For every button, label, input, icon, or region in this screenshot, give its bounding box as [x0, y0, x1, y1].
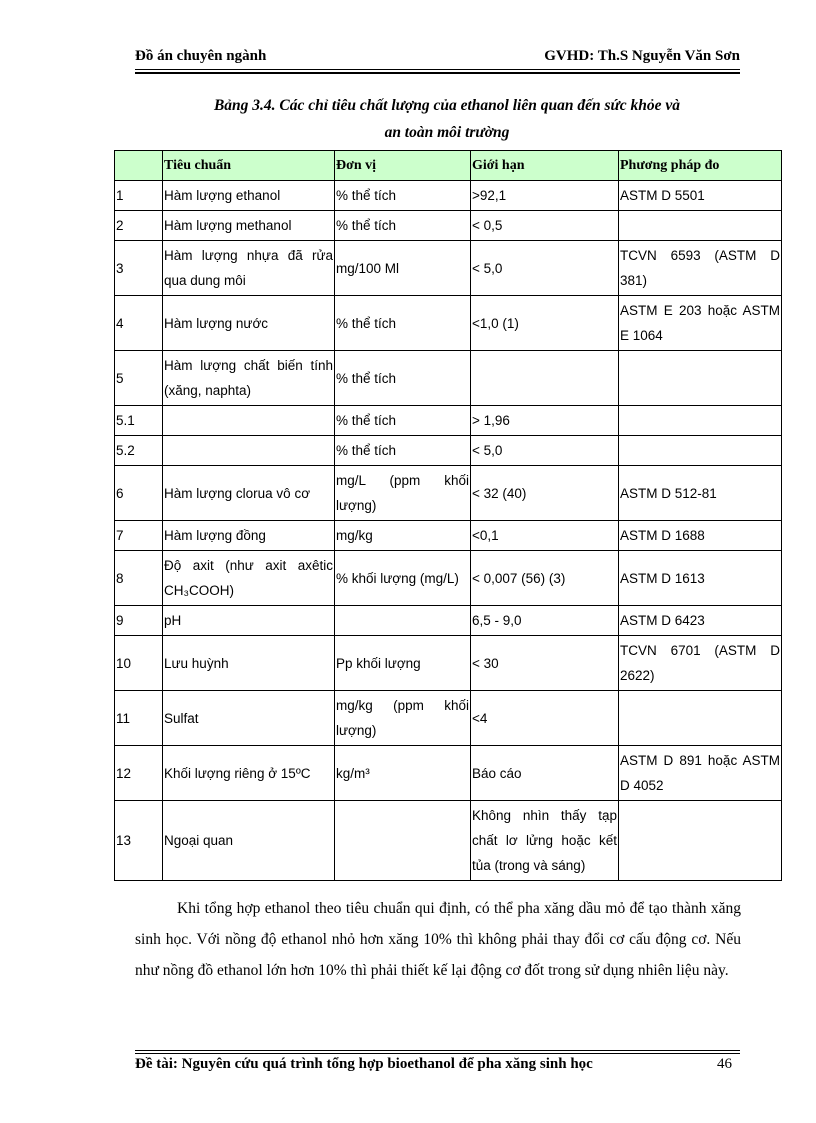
table-caption [114, 92, 780, 146]
cell-criteria: Hàm lượng methanol [163, 211, 335, 241]
cell-limit: <0,1 [471, 521, 619, 551]
cell-unit: % thể tích [335, 211, 471, 241]
cell-method: ASTM D 512-81 [619, 466, 782, 521]
cell-unit: mg/100 Ml [335, 241, 471, 296]
col-header-limit: Giới hạn [471, 151, 619, 181]
cell-limit: < 30 [471, 636, 619, 691]
table-body [115, 181, 782, 881]
table-row [115, 691, 782, 746]
table-row [115, 296, 782, 351]
cell-criteria: Hàm lượng đồng [163, 521, 335, 551]
cell-criteria: Hàm lượng ethanol [163, 181, 335, 211]
cell-unit [335, 606, 471, 636]
cell-index: 1 [115, 181, 163, 211]
page-number: 46 [717, 1056, 732, 1072]
cell-method: TCVN 6593 (ASTM D 381) [619, 241, 782, 296]
cell-method: ASTM D 5501 [619, 181, 782, 211]
footer-title: Đề tài: Nguyên cứu quá trình tổng hợp bioethanol để pha xăng sinh học [135, 1056, 593, 1072]
cell-limit: < 0,5 [471, 211, 619, 241]
cell-method [619, 801, 782, 881]
cell-unit: % thể tích [335, 351, 471, 406]
cell-index: 13 [115, 801, 163, 881]
caption-line-1: Bảng 3.4. Các chỉ tiêu chất lượng của ethanol liên quan đến sức khỏe và [213, 97, 681, 114]
cell-limit: <4 [471, 691, 619, 746]
header-rule [135, 69, 740, 70]
table-row [115, 406, 782, 436]
footer-rule-2 [135, 1053, 740, 1054]
cell-index: 12 [115, 746, 163, 801]
cell-limit: < 32 (40) [471, 466, 619, 521]
cell-index: 11 [115, 691, 163, 746]
table-row [115, 606, 782, 636]
cell-method: ASTM D 891 hoặc ASTM D 4052 [619, 746, 782, 801]
cell-method: TCVN 6701 (ASTM D 2622) [619, 636, 782, 691]
cell-limit: >92,1 [471, 181, 619, 211]
cell-limit [471, 351, 619, 406]
cell-limit: > 1,96 [471, 406, 619, 436]
cell-criteria: Hàm lượng clorua vô cơ [163, 466, 335, 521]
cell-limit: <1,0 (1) [471, 296, 619, 351]
header-rule-thick [135, 72, 740, 74]
cell-limit: Không nhìn thấy tạp chất lơ lửng hoặc kết tủa (trong và sáng) [471, 801, 619, 881]
cell-criteria [163, 406, 335, 436]
cell-criteria: pH [163, 606, 335, 636]
table-row [115, 211, 782, 241]
cell-unit: mg/L (ppm khối lượng) [335, 466, 471, 521]
col-header-method: Phương pháp đo [619, 151, 782, 181]
cell-index: 2 [115, 211, 163, 241]
table-row [115, 521, 782, 551]
table-row [115, 241, 782, 296]
cell-method [619, 406, 782, 436]
cell-limit: < 5,0 [471, 241, 619, 296]
footer-rule [135, 1050, 740, 1051]
cell-limit: 6,5 - 9,0 [471, 606, 619, 636]
cell-criteria: Sulfat [163, 691, 335, 746]
table-row [115, 351, 782, 406]
table-row [115, 466, 782, 521]
body-paragraph: Khi tổng hợp ethanol theo tiêu chuẩn qui định, có thể pha xăng dầu mỏ để tạo thành xăng sinh học. Với nồng độ ethanol nhỏ hơn xăng 10% thì không phải thay đổi cơ cấu động cơ. Nếu như nồng đồ ethanol lớn hơn 10% thì phải thiết kế lại động cơ đốt trong sử dụng nhiên liệu này. [135, 900, 741, 979]
cell-limit: Báo cáo [471, 746, 619, 801]
cell-criteria: Khối lượng riêng ở 15ºC [163, 746, 335, 801]
cell-index: 3 [115, 241, 163, 296]
cell-index: 5.1 [115, 406, 163, 436]
table-row [115, 551, 782, 606]
cell-method [619, 211, 782, 241]
cell-criteria: Ngoại quan [163, 801, 335, 881]
cell-criteria: Hàm lượng chất biến tính (xăng, naphta) [163, 351, 335, 406]
page-footer [135, 1056, 740, 1073]
cell-unit: % thể tích [335, 436, 471, 466]
cell-unit: mg/kg (ppm khối lượng) [335, 691, 471, 746]
header-left: Đồ án chuyên ngành [135, 48, 267, 64]
table-row [115, 746, 782, 801]
cell-index: 5.2 [115, 436, 163, 466]
header-right: GVHD: Th.S Nguyễn Văn Sơn [544, 48, 740, 64]
cell-unit: kg/m³ [335, 746, 471, 801]
cell-method: ASTM D 1688 [619, 521, 782, 551]
cell-index: 5 [115, 351, 163, 406]
col-header-criteria: Tiêu chuẩn [163, 151, 335, 181]
table-header-row [115, 151, 782, 181]
cell-limit: < 5,0 [471, 436, 619, 466]
table-row [115, 181, 782, 211]
caption-line-2: an toàn môi trường [384, 124, 510, 141]
page-header [135, 46, 740, 68]
cell-criteria: Lưu huỳnh [163, 636, 335, 691]
quality-table [114, 150, 782, 881]
cell-criteria: Hàm lượng nước [163, 296, 335, 351]
cell-method [619, 691, 782, 746]
cell-index: 7 [115, 521, 163, 551]
cell-unit: % thể tích [335, 296, 471, 351]
cell-index: 10 [115, 636, 163, 691]
table-row [115, 801, 782, 881]
cell-index: 9 [115, 606, 163, 636]
cell-index: 8 [115, 551, 163, 606]
col-header-unit: Đơn vị [335, 151, 471, 181]
cell-method [619, 351, 782, 406]
table-row [115, 636, 782, 691]
cell-unit: mg/kg [335, 521, 471, 551]
cell-unit: % khối lượng (mg/L) [335, 551, 471, 606]
table-row [115, 436, 782, 466]
cell-index: 4 [115, 296, 163, 351]
cell-method: ASTM D 6423 [619, 606, 782, 636]
cell-method [619, 436, 782, 466]
cell-index: 6 [115, 466, 163, 521]
cell-criteria: Hàm lượng nhựa đã rửa qua dung môi [163, 241, 335, 296]
cell-criteria [163, 436, 335, 466]
col-header-index [115, 151, 163, 181]
cell-criteria: Độ axit (như axit axêtic CH₃COOH) [163, 551, 335, 606]
cell-method: ASTM E 203 hoặc ASTM E 1064 [619, 296, 782, 351]
cell-unit: Pp khối lượng [335, 636, 471, 691]
cell-method: ASTM D 1613 [619, 551, 782, 606]
cell-unit [335, 801, 471, 881]
cell-unit: % thể tích [335, 406, 471, 436]
cell-limit: < 0,007 (56) (3) [471, 551, 619, 606]
cell-unit: % thể tích [335, 181, 471, 211]
